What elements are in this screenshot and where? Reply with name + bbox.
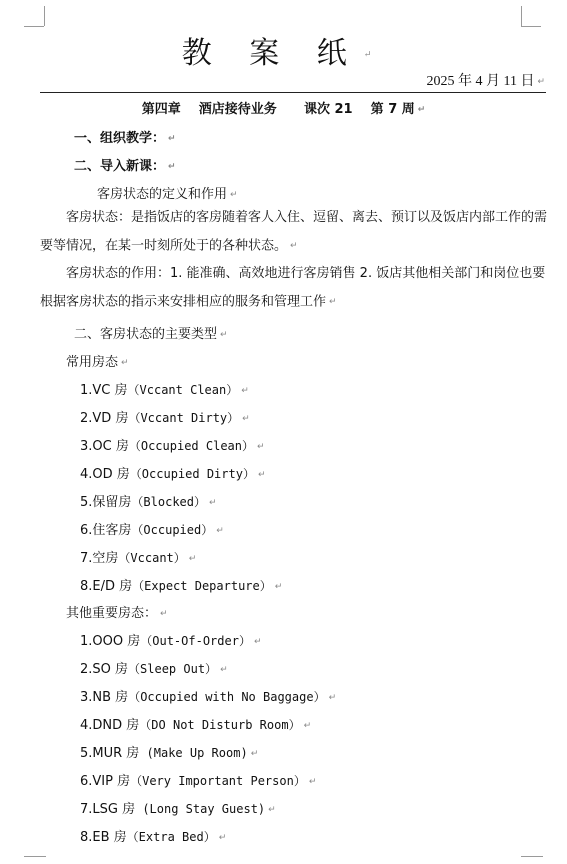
paragraph-mark-icon: ↵ [257, 469, 266, 480]
list-item-text: 5. [80, 495, 93, 510]
paragraph-mark-icon: ↵ [216, 525, 224, 536]
list-item-text: SO 房 [92, 662, 129, 677]
section-heading: 二、客房状态的主要类型 [74, 327, 218, 342]
list-item [80, 463, 266, 482]
list-item-text: (Make Up Room) [139, 746, 248, 760]
paragraph-mark-icon: ↵ [303, 720, 312, 731]
list-item-text: （DO Not Disturb Room） [139, 718, 301, 732]
paragraph-mark-icon: ↵ [253, 636, 262, 647]
list-item [80, 826, 226, 845]
common-states-title [66, 351, 129, 370]
document-date [426, 70, 545, 90]
paragraph-mark-icon: ↵ [329, 297, 337, 307]
list-item [80, 407, 250, 426]
title-text: 教 案 纸 [181, 36, 361, 71]
list-item-text: OD 房 [92, 467, 130, 482]
list-item [80, 658, 228, 677]
list-item [80, 435, 265, 454]
list-item-text: （Vccant Clean） [127, 383, 239, 397]
list-item-text: MUR 房 [92, 746, 140, 761]
list-item-text: E/D 房 [92, 579, 133, 594]
list-item-text: （Out-Of-Order） [140, 634, 251, 648]
list-item-text: （Occupied） [131, 523, 214, 537]
list-item [80, 630, 262, 649]
list-item-text: 1. [80, 634, 93, 649]
crop-mark-top-right-vertical [521, 6, 522, 26]
paragraph-mark-icon: ↵ [218, 832, 227, 843]
chapter-line [0, 98, 567, 117]
paragraph-mark-icon: ↵ [328, 692, 337, 703]
list-item-text: 2. [80, 662, 93, 677]
list-item-text: （Blocked） [131, 495, 206, 509]
role-paragraph [40, 260, 552, 317]
list-item [80, 575, 282, 594]
list-item-text: （Occupied with No Baggage） [128, 690, 326, 704]
crop-mark-top-right [521, 6, 541, 27]
paragraph-mark-icon: ↵ [290, 241, 298, 251]
list-item-text: LSG 房 [92, 802, 136, 817]
list-item-text: VD 房 [92, 411, 129, 426]
paragraph-mark-icon: ↵ [220, 329, 228, 340]
list-item-text: 4. [80, 467, 93, 482]
paragraph-mark-icon: ↵ [308, 776, 317, 787]
list-item-text: 3. [80, 439, 93, 454]
list-item-text: VC 房 [92, 383, 128, 398]
list-item-text: （Occupied Clean） [128, 439, 255, 453]
list-item-text: 5. [80, 746, 93, 761]
list-item-text: 住客房 [92, 523, 132, 538]
list-item-text: 8. [80, 830, 93, 845]
list-item-text: （Expect Departure） [132, 579, 272, 593]
list-item-text: NB 房 [92, 690, 129, 705]
paragraph-mark-icon: ↵ [417, 104, 426, 115]
paragraph-mark-icon: ↵ [121, 357, 129, 368]
paragraph-mark-icon: ↵ [250, 748, 259, 759]
list-item-text: （Vccant） [118, 551, 186, 565]
subsection-definition-and-role [97, 183, 238, 202]
paragraph-mark-icon: ↵ [363, 50, 386, 60]
paragraph-mark-icon: ↵ [220, 664, 228, 675]
paragraph-mark-icon: ↵ [257, 441, 265, 452]
paragraph-mark-icon: ↵ [537, 76, 545, 87]
definition-text: 客房状态：是指饭店的客房随着客人入住、逗留、离去、预订以及饭店内部工作的需要等情况，在某一时刻所处于的各种状态。 [40, 210, 548, 254]
list-item [80, 686, 336, 705]
paragraph-mark-icon: ↵ [242, 413, 250, 424]
list-item [80, 714, 311, 733]
list-item-text: (Long Stay Guest) [135, 802, 266, 816]
other-states-title [66, 602, 168, 621]
list-item-text: 空房 [92, 551, 119, 566]
paragraph-mark-icon: ↵ [188, 553, 197, 564]
paragraph-mark-icon: ↵ [241, 385, 249, 396]
list-item-text: 4. [80, 718, 93, 733]
section-introduce-lesson [74, 155, 176, 174]
list-item-text: （Sleep Out） [128, 662, 218, 676]
crop-mark-bottom-right [521, 856, 543, 857]
list-item-text: VIP 房 [92, 774, 131, 789]
list-item-text: （Occupied Dirty） [129, 467, 255, 481]
list-item-text: OOO 房 [92, 634, 141, 649]
list-item-text: 2. [80, 411, 93, 426]
list-title: 常用房态 [66, 355, 119, 370]
list-item-text: 1. [80, 383, 93, 398]
list-item [80, 491, 217, 510]
list-item-text: 6. [80, 774, 93, 789]
date-text: 2025 年 4 月 11 日 [426, 74, 535, 89]
section-main-types [74, 323, 228, 342]
chapter-text: 第四章 酒店接待业务 课次 21 第 7 周 [141, 102, 415, 117]
paragraph-mark-icon: ↵ [230, 189, 238, 200]
paragraph-mark-icon: ↵ [160, 608, 168, 619]
definition-paragraph [40, 204, 552, 261]
list-item-text: 3. [80, 690, 93, 705]
crop-mark-top-left-vertical [44, 6, 45, 26]
list-item-text: 8. [80, 579, 93, 594]
list-item [80, 798, 276, 817]
list-item [80, 742, 258, 761]
document-title [0, 28, 567, 72]
section-organize-teaching [74, 127, 176, 146]
list-item [80, 519, 224, 538]
section-heading: 一、组织教学： [74, 131, 166, 146]
list-item-text: DND 房 [92, 718, 140, 733]
paragraph-mark-icon: ↵ [168, 161, 176, 172]
list-item-text: （Extra Bed） [126, 830, 216, 844]
list-item [80, 770, 316, 789]
list-item-text: （Vccant Dirty） [128, 411, 240, 425]
paragraph-mark-icon: ↵ [274, 581, 283, 592]
list-item-text: （Very Important Person） [130, 774, 306, 788]
list-item [80, 379, 249, 398]
header-rule [40, 92, 546, 93]
paragraph-mark-icon: ↵ [168, 133, 176, 144]
list-item-text: 7. [80, 802, 93, 817]
list-item-text: 保留房 [92, 495, 132, 510]
crop-mark-bottom-left [24, 856, 46, 857]
paragraph-mark-icon: ↵ [268, 804, 276, 815]
section-heading: 二、导入新课： [74, 159, 166, 174]
role-text: 客房状态的作用：1. 能准确、高效地进行客房销售 2. 饭店其他相关部门和岗位也要根据客房状态的指示来安排相应的服务和管理工作 [40, 266, 546, 310]
list-item-text: EB 房 [92, 830, 127, 845]
list-item-text: 6. [80, 523, 93, 538]
subsection-heading: 客房状态的定义和作用 [97, 187, 228, 202]
list-title: 其他重要房态： [66, 606, 158, 621]
list-item-text: OC 房 [92, 439, 129, 454]
list-item-text: 7. [80, 551, 93, 566]
list-item [80, 547, 196, 566]
paragraph-mark-icon: ↵ [209, 497, 217, 508]
crop-mark-top-left [24, 6, 44, 27]
